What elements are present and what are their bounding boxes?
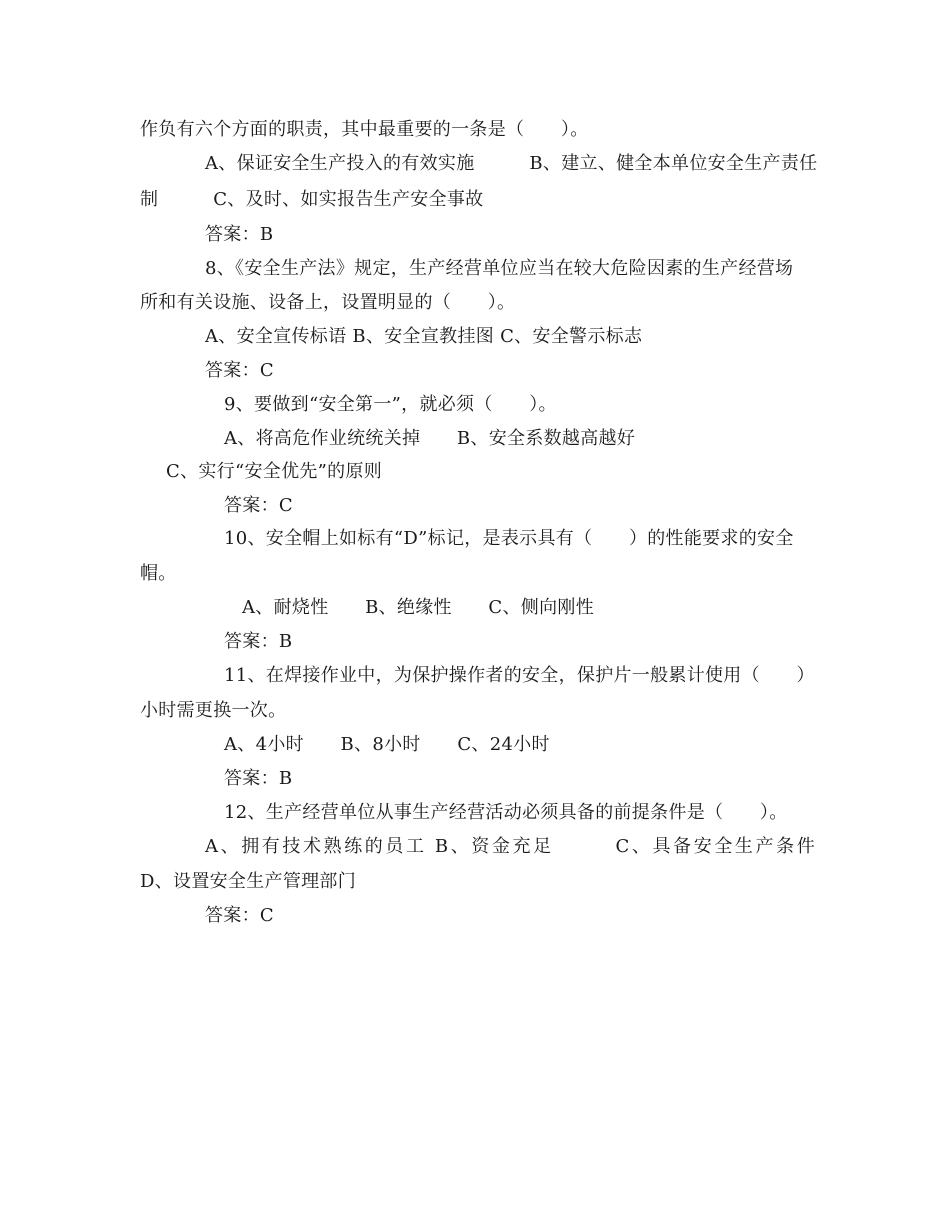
question-9-options-continued: C、实行“安全优先”的原则 xyxy=(166,461,383,482)
question-11-options: A、4小时 B、8小时 C、24小时 xyxy=(224,734,550,755)
question-7-text-continued: 作负有六个方面的职责，其中最重要的一条是（ ）。 xyxy=(140,119,589,140)
question-8-text-continued: 所和有关设施、设备上，设置明显的（ ）。 xyxy=(140,292,516,313)
question-12-options: A、拥有技术熟练的员工 B、资金充足 C、具备安全生产条件 xyxy=(205,836,818,857)
question-7-options: A、保证安全生产投入的有效实施 B、建立、健全本单位安全生产责任 xyxy=(205,153,818,174)
question-9-options: A、将高危作业统统关掉 B、安全系数越高越好 xyxy=(224,428,636,449)
question-11-text-continued: 小时需更换一次。 xyxy=(140,700,287,721)
question-10-text: 10、安全帽上如标有“D”标记，是表示具有（ ）的性能要求的安全 xyxy=(224,528,794,549)
question-12-answer: 答案：C xyxy=(205,905,274,926)
question-7-answer: 答案：B xyxy=(205,224,274,245)
question-7-options-continued: 制 C、及时、如实报告生产安全事故 xyxy=(140,189,484,210)
question-10-text-continued: 帽。 xyxy=(140,563,177,584)
question-8-answer: 答案：C xyxy=(205,360,274,381)
question-12-text: 12、生产经营单位从事生产经营活动必须具备的前提条件是（ ）。 xyxy=(224,802,788,823)
question-10-options: A、耐烧性 B、绝缘性 C、侧向刚性 xyxy=(242,597,594,618)
question-10-answer: 答案：B xyxy=(224,631,293,652)
question-8-options: A、安全宣传标语 B、安全宣教挂图 C、安全警示标志 xyxy=(205,326,643,347)
question-11-answer: 答案：B xyxy=(224,768,293,789)
question-9-answer: 答案：C xyxy=(224,495,293,516)
question-12-options-continued: D、设置安全生产管理部门 xyxy=(140,871,357,892)
question-11-text: 11、在焊接作业中，为保护操作者的安全，保护片一般累计使用（ ） xyxy=(224,665,815,686)
question-9-text: 9、要做到“安全第一”，就必须（ ）。 xyxy=(224,394,557,415)
question-8-text: 8、《安全生产法》规定，生产经营单位应当在较大危险因素的生产经营场 xyxy=(205,258,794,279)
